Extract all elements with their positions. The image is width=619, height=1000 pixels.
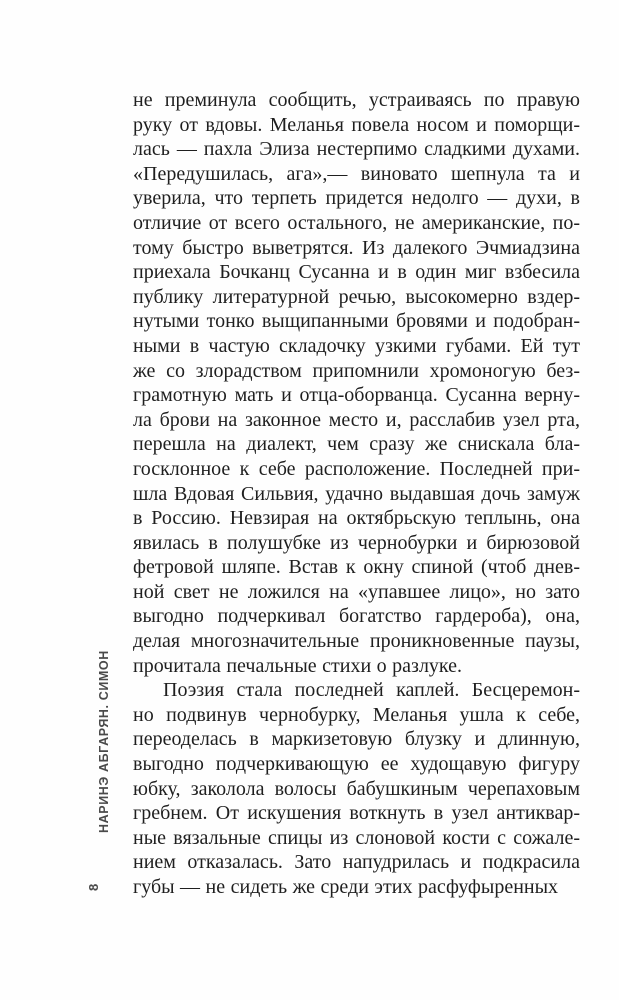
- text-line: ла брови на законное место и, расслабив узел рта,: [133, 408, 580, 431]
- text-line: делая многозначительные проникновенные паузы,: [133, 630, 580, 653]
- text-line: фетровой шляпе. Встав к окну спиной (чтоб днев-: [133, 556, 580, 579]
- text-line: нием отказалась. Зато напудрилась и подкрасила: [133, 851, 580, 874]
- text-block: [133, 88, 580, 900]
- text-line: руку от вдовы. Меланья повела носом и поморщи-: [133, 113, 580, 136]
- text-line: выгодно подчеркивающую ее худощавую фигуру: [133, 753, 580, 776]
- page-number: 8: [86, 883, 101, 891]
- text-line: тому быстро выветрятся. Из далекого Эчмиадзина: [133, 236, 580, 259]
- text-line: отличие от всего остального, не американские, по-: [133, 211, 580, 234]
- text-line: Поэзия стала последней каплей. Бесцеремон-: [163, 679, 580, 702]
- text-line: грамотную мать и отца-оборванца. Сусанна верну-: [133, 384, 580, 407]
- text-line: перешла на диалект, чем сразу же снискала бла-: [133, 433, 580, 456]
- text-line: переоделась в маркизетовую блузку и длинную,: [133, 728, 580, 751]
- paragraph: [133, 678, 580, 899]
- paragraph: [133, 88, 580, 678]
- text-line: публику литературной речью, высокомерно вздер-: [133, 285, 580, 308]
- text-line: приехала Бочканц Сусанна и в один миг взбесила: [133, 261, 580, 284]
- text-line: же со злорадством припомнили хромоногую без-: [133, 359, 580, 382]
- text-line: прочитала печальные стихи о разлуке.: [133, 654, 463, 677]
- text-line: лась — пахла Элиза нестерпимо сладкими духами.: [133, 138, 580, 161]
- text-line: гребнем. От искушения воткнуть в узел антиквар-: [133, 802, 580, 825]
- text-line: ные вязальные спицы из слоновой кости с сожале-: [133, 826, 580, 849]
- text-line: госклонное к себе расположение. Последней при-: [133, 457, 580, 480]
- text-line: «Передушилась, ага»,— виновато шепнула та и: [133, 162, 580, 185]
- text-line: выгодно подчеркивал богатство гардероба), она,: [133, 605, 580, 628]
- text-line: юбку, заколола волосы бабушкиным черепаховым: [133, 777, 580, 800]
- text-line: нутыми тонко выщипанными бровями и подобран-: [133, 310, 580, 333]
- text-line: уверила, что терпеть придется недолго — духи, в: [133, 187, 580, 210]
- book-spine-title: НАРИНЭ АБГАРЯН. СИМОН: [97, 650, 111, 833]
- text-line: губы — не сидеть же среди этих расфуфыренных: [133, 876, 559, 898]
- text-line: не преминула сообщить, устраиваясь по правую: [133, 89, 580, 111]
- text-line: ными в частую складочку узкими губами. Ей тут: [133, 334, 580, 357]
- text-line: ной свет не ложился на «упавшее лицо», но зато: [133, 580, 580, 603]
- text-line: явилась в полушубке из чернобурки и бирюзовой: [133, 531, 580, 554]
- text-line: шла Вдовая Сильвия, удачно выдавшая дочь замуж: [133, 482, 580, 505]
- text-line: в Россию. Невзирая на октябрьскую теплынь, она: [133, 507, 580, 530]
- text-line: но подвинув чернобурку, Меланья ушла к себе,: [133, 703, 580, 726]
